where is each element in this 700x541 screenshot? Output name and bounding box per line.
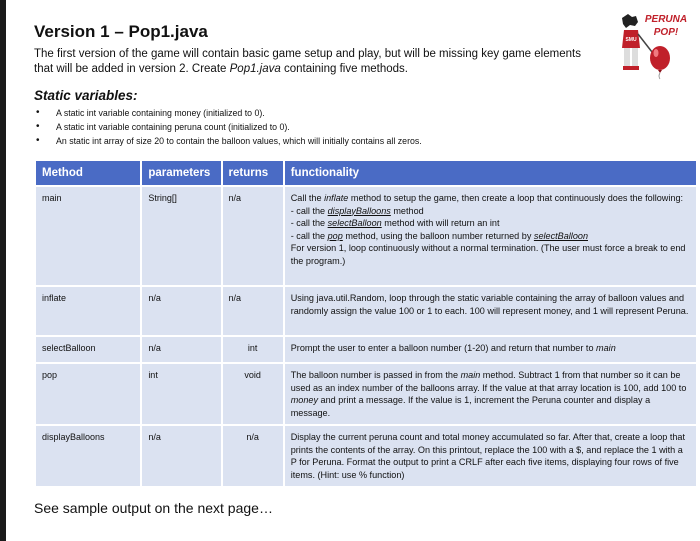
static-var-item: • A static int variable containing money (initialized to 0). [34, 106, 422, 120]
table-row [36, 187, 696, 285]
returns-cell: int [223, 337, 283, 362]
header-parameters: parameters [142, 161, 220, 185]
table-header-row [36, 161, 696, 185]
methods-table [34, 159, 698, 488]
fn-italic: inflate [324, 193, 349, 203]
returns-cell: n/a [223, 287, 283, 335]
params-cell: n/a [142, 426, 220, 486]
functionality-cell: Display the current peruna count and total money accumulated so far. After that, create a loop that prints the contents of the array. On this printout, replace the 100 with a $, and replace the 1 with a P for Peruna. Format the output to print a CRLF after each five items, displaying four rows of five items. (Hint: use % function) [285, 426, 696, 486]
fn-italic: main [460, 370, 481, 380]
static-var-item: • An static int array of size 20 to contain the balloon values, which will initially contains all zeros. [34, 134, 422, 148]
fn-text: method with will return an int [381, 218, 500, 228]
fn-text: - call the [290, 205, 328, 216]
fn-text: Call the [290, 193, 325, 203]
fn-text: The balloon number is passed in from the [290, 370, 461, 380]
fn-text: and print a message. If the value is 1, increment the Peruna counter and display a message. [290, 395, 651, 418]
fn-italic: money [290, 395, 319, 405]
fn-method-ref: selectBalloon [327, 218, 382, 228]
method-cell: pop [36, 364, 140, 424]
document-page [6, 0, 700, 541]
fn-method-ref: selectBalloon [533, 230, 588, 241]
static-var-item: • A static int variable containing peruna count (initialized to 0). [34, 120, 422, 134]
params-cell: String[] [142, 187, 220, 285]
static-variables-heading: Static variables: [34, 88, 138, 103]
params-cell: int [142, 364, 220, 424]
header-returns: returns [223, 161, 283, 185]
functionality-cell: Using java.util.Random, loop through the static variable containing the array of balloon values and randomly assign the value 100 or 1 to each. 100 will represent money, and 1 will represent Peruna. [285, 287, 696, 335]
fn-text: - call the [290, 218, 328, 228]
returns-cell: void [223, 364, 283, 424]
intro-paragraph [34, 47, 594, 77]
logo-text-line1: PERUNA [644, 14, 688, 25]
header-method: Method [36, 161, 140, 185]
intro-text-1: The first version of the game will contain basic game setup and play, but will be missing key game elements that will be added in version 2. Create [34, 48, 581, 75]
fn-text: method [390, 205, 424, 216]
params-cell: n/a [142, 337, 220, 362]
header-functionality: functionality [285, 161, 696, 185]
returns-cell: n/a [223, 426, 283, 486]
balloon-icon [650, 46, 670, 79]
fn-method-ref: displayBalloons [327, 205, 391, 216]
peruna-pop-logo [614, 8, 698, 80]
table-row [36, 364, 696, 424]
page-title: Version 1 – Pop1.java [34, 22, 208, 41]
method-cell: selectBalloon [36, 337, 140, 362]
footer-note: See sample output on the next page… [34, 500, 273, 516]
intro-filename: Pop1.java [229, 63, 281, 75]
table-row [36, 337, 696, 362]
fn-italic: main [596, 343, 616, 353]
fn-text: method to setup the game, then create a loop that continuously does the following: [348, 193, 684, 203]
method-cell: main [36, 187, 140, 285]
fn-text: method. Subtract 1 from that number so it can be used as an index number of the balloons array. If the value at that array location is 100, add 100 to [290, 370, 687, 393]
returns-cell: n/a [223, 187, 283, 285]
method-cell: inflate [36, 287, 140, 335]
functionality-cell [285, 364, 696, 424]
static-variables-list [34, 106, 422, 148]
fn-text: method, using the balloon number returned by [342, 230, 534, 241]
intro-text-2: containing five methods. [280, 63, 408, 75]
fn-method-ref: pop [327, 230, 343, 241]
fn-text: - call the [290, 230, 328, 241]
method-cell: displayBalloons [36, 426, 140, 486]
table-row [36, 426, 696, 486]
functionality-cell [285, 187, 696, 285]
fn-text: For version 1, loop continuously without a normal termination. (The user must force a break to end the program.) [290, 243, 686, 266]
params-cell: n/a [142, 287, 220, 335]
table-row [36, 287, 696, 335]
fn-text: Prompt the user to enter a balloon number (1-20) and return that number to [290, 343, 597, 353]
functionality-cell [285, 337, 696, 362]
logo-text-line2: POP! [653, 27, 679, 38]
mascot-jersey-text: SMU [625, 37, 637, 43]
